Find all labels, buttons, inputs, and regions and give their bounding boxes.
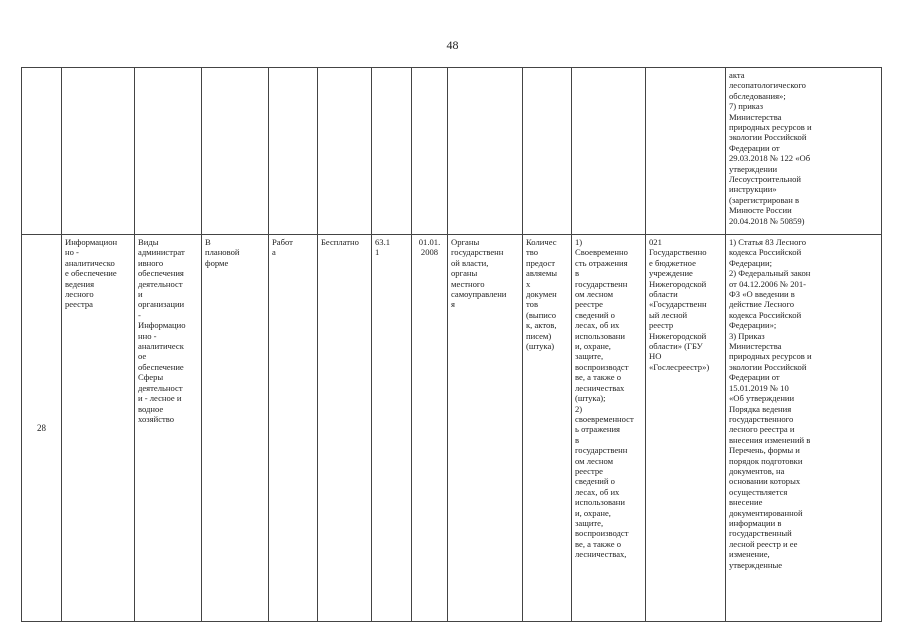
legal-basis-cell: 1) Статья 83 Лесного кодекса Российской Федерации; 2) Федеральный закон от 04.12.2006 № 201- ФЗ «О введении в действие Лесного кодекса Российской Федерации»; 3) Приказ Министерства природных ресурсов и экологии Российской Федерации от 15.01.2019 № 10 «Об утверждении Порядка ведения государственного лесного реестра и внесения изменений в Перечень, формы и порядок подготовки документов, на основании которых осуществляется внесение документированной информации в государственный лесной реестр и ее изменение, утвержденные: [726, 235, 882, 622]
cell-empty: [372, 68, 412, 235]
okved-cell: 63.1 1: [372, 235, 412, 622]
cell-empty: [412, 68, 448, 235]
cell-empty: [202, 68, 269, 235]
consumers-cell: Органы государственн ой власти, органы местного самоуправлени я: [448, 235, 523, 622]
cell-empty: [62, 68, 135, 235]
type-cell: Работ а: [269, 235, 318, 622]
quality-cell: 1) Своевременно сть отражения в государственн ом лесном реестре сведений о лесах, об их использовани и, охране, защите, воспроизводст ве, а также о лесничествах (штука); 2) своевременност ь отражения в государственн ом лесном реестре сведений о лесах, об их использовани и, охране, защите, воспроизводст ве, а также о лесничествах,: [572, 235, 646, 622]
table-row: [22, 235, 882, 622]
form-cell: В плановой форме: [202, 235, 269, 622]
volume-cell: Количес тво предост авляемы х докумен тов (выписо к, актов, писем) (штука): [523, 235, 572, 622]
cell-empty: [22, 68, 62, 235]
page-number: 48: [446, 38, 459, 52]
legal-basis-cell: акта лесопатологического обследования»; 7) приказ Министерства природных ресурсов и экологии Российской Федерации от 29.03.2018 № 122 «Об утверждении Лесоустроительной инструкции» (зарегистрирован в Минюсте России 20.04.2018 № 50859): [726, 68, 882, 235]
cell-empty: [646, 68, 726, 235]
cell-empty: [269, 68, 318, 235]
registry-table: [21, 67, 882, 622]
cell-empty: [318, 68, 372, 235]
row-number-cell: 28: [22, 235, 62, 622]
institution-cell: 021 Государственно е бюджетное учреждение Нижегородской области «Государственн ый лесной реестр Нижегородской области» (ГБУ НО «Гослесреестр»): [646, 235, 726, 622]
activity-types-cell: Виды администрат ивного обеспечения деятельност и организации - Информацио нно - аналитическ ое обеспечение Сферы деятельност и - лесное и водное хозяйство: [135, 235, 202, 622]
cell-empty: [523, 68, 572, 235]
cell-empty: [135, 68, 202, 235]
table-row: [22, 68, 882, 235]
cell-empty: [572, 68, 646, 235]
payment-cell: Бесплатно: [318, 235, 372, 622]
service-name-cell: Информацион но - аналитическо e обеспечение ведения лесного реестра: [62, 235, 135, 622]
date-cell: 01.01. 2008: [412, 235, 448, 622]
cell-empty: [448, 68, 523, 235]
